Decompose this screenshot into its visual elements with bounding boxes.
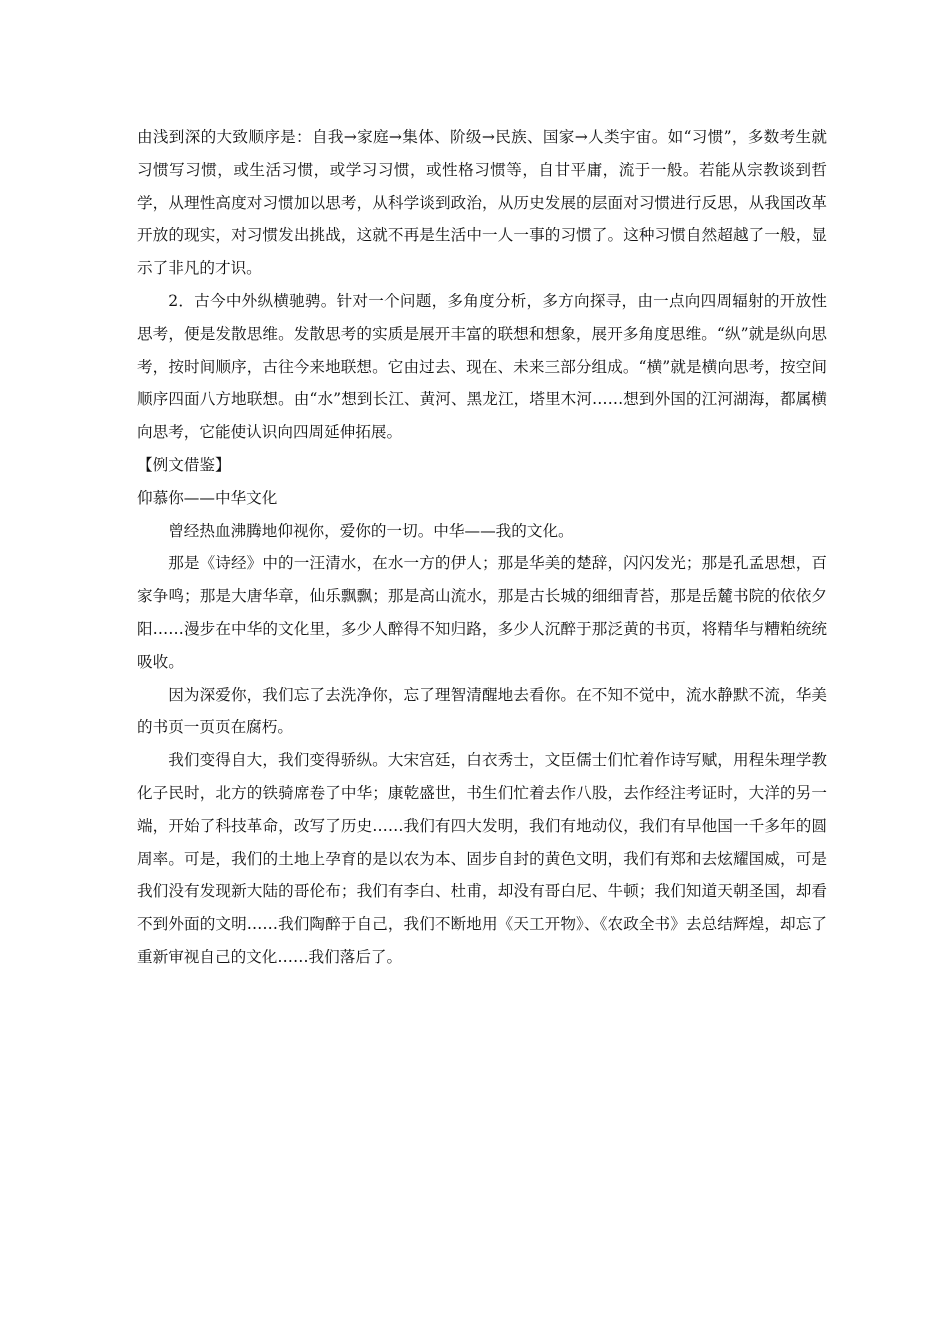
- essay-paragraph-2: 那是《诗经》中的一汪清水，在水一方的伊人；那是华美的楚辞，闪闪发光；那是孔孟思想，百家争鸣；那是大唐华章，仙乐飘飘；那是高山流水，那是古长城的细细青苔，那是岳麓书院的依依夕阳……漫步在中华的文化里，多少人醉得不知归路，多少人沉醉于那泛黄的书页，将精华与糟粕统统吸收。: [137, 554, 827, 671]
- essay-paragraph-4: 我们变得自大，我们变得骄纵。大宋宫廷，白衣秀士，文臣儒士们忙着作诗写赋，用程朱理学教化子民时，北方的铁骑席卷了中华；康乾盛世，书生们忙着去作八股，去作经注考证时，大洋的另一端，开始了科技革命，改写了历史……我们有四大发明，我们有地动仪，我们有早他国一千多年的圆周率。可是，我们的土地上孕育的是以农为本、固步自封的黄色文明，我们有郑和去炫耀国威，可是我们没有发现新大陆的哥伦布；我们有李白、杜甫，却没有哥白尼、牛顿；我们知道天朝圣国，却看不到外面的文明……我们陶醉于自己，我们不断地用《天工开物》、《农政全书》去总结辉煌，却忘了重新审视自己的文化……我们落后了。: [137, 751, 827, 966]
- paragraph-divergent-thinking: 2．古今中外纵横驰骋。针对一个问题，多角度分析，多方向探寻，由一点向四周辐射的开放性思考，便是发散思维。发散思考的实质是展开丰富的联想和想象，展开多角度思维。“纵”就是纵向思考，按时间顺序，古往今来地联想。它由过去、现在、未来三部分组成。“横”就是横向思考，按空间顺序四面八方地联想。由“水”想到长江、黄河、黑龙江，塔里木河……想到外国的江河湖海，都属横向思考，它能使认识向四周延伸拓展。: [137, 291, 827, 442]
- essay-title: 仰慕你——中华文化: [137, 488, 278, 507]
- section-heading-example: 【例文借鉴】: [137, 455, 231, 474]
- essay-paragraph-3: 因为深爱你，我们忘了去洗净你，忘了理智清醒地去看你。在不知不觉中，流水静默不流，华美的书页一页页在腐朽。: [137, 685, 827, 737]
- document-body: [137, 121, 827, 974]
- paragraph-hierarchy-order: 由浅到深的大致顺序是：自我→家庭→集体、阶级→民族、国家→人类宇宙。如“习惯”，多数考生就习惯写习惯，或生活习惯，或学习习惯，或性格习惯等，自甘平庸，流于一般。若能从宗教谈到哲学，从理性高度对习惯加以思考，从科学谈到政治，从历史发展的层面对习惯进行反思，从我国改革开放的现实，对习惯发出挑战，这就不再是生活中一人一事的习惯了。这种习惯自然超越了一般，显示了非凡的才识。: [137, 128, 827, 278]
- essay-paragraph-1: 曾经热血沸腾地仰视你，爱你的一切。中华——我的文化。: [168, 521, 574, 540]
